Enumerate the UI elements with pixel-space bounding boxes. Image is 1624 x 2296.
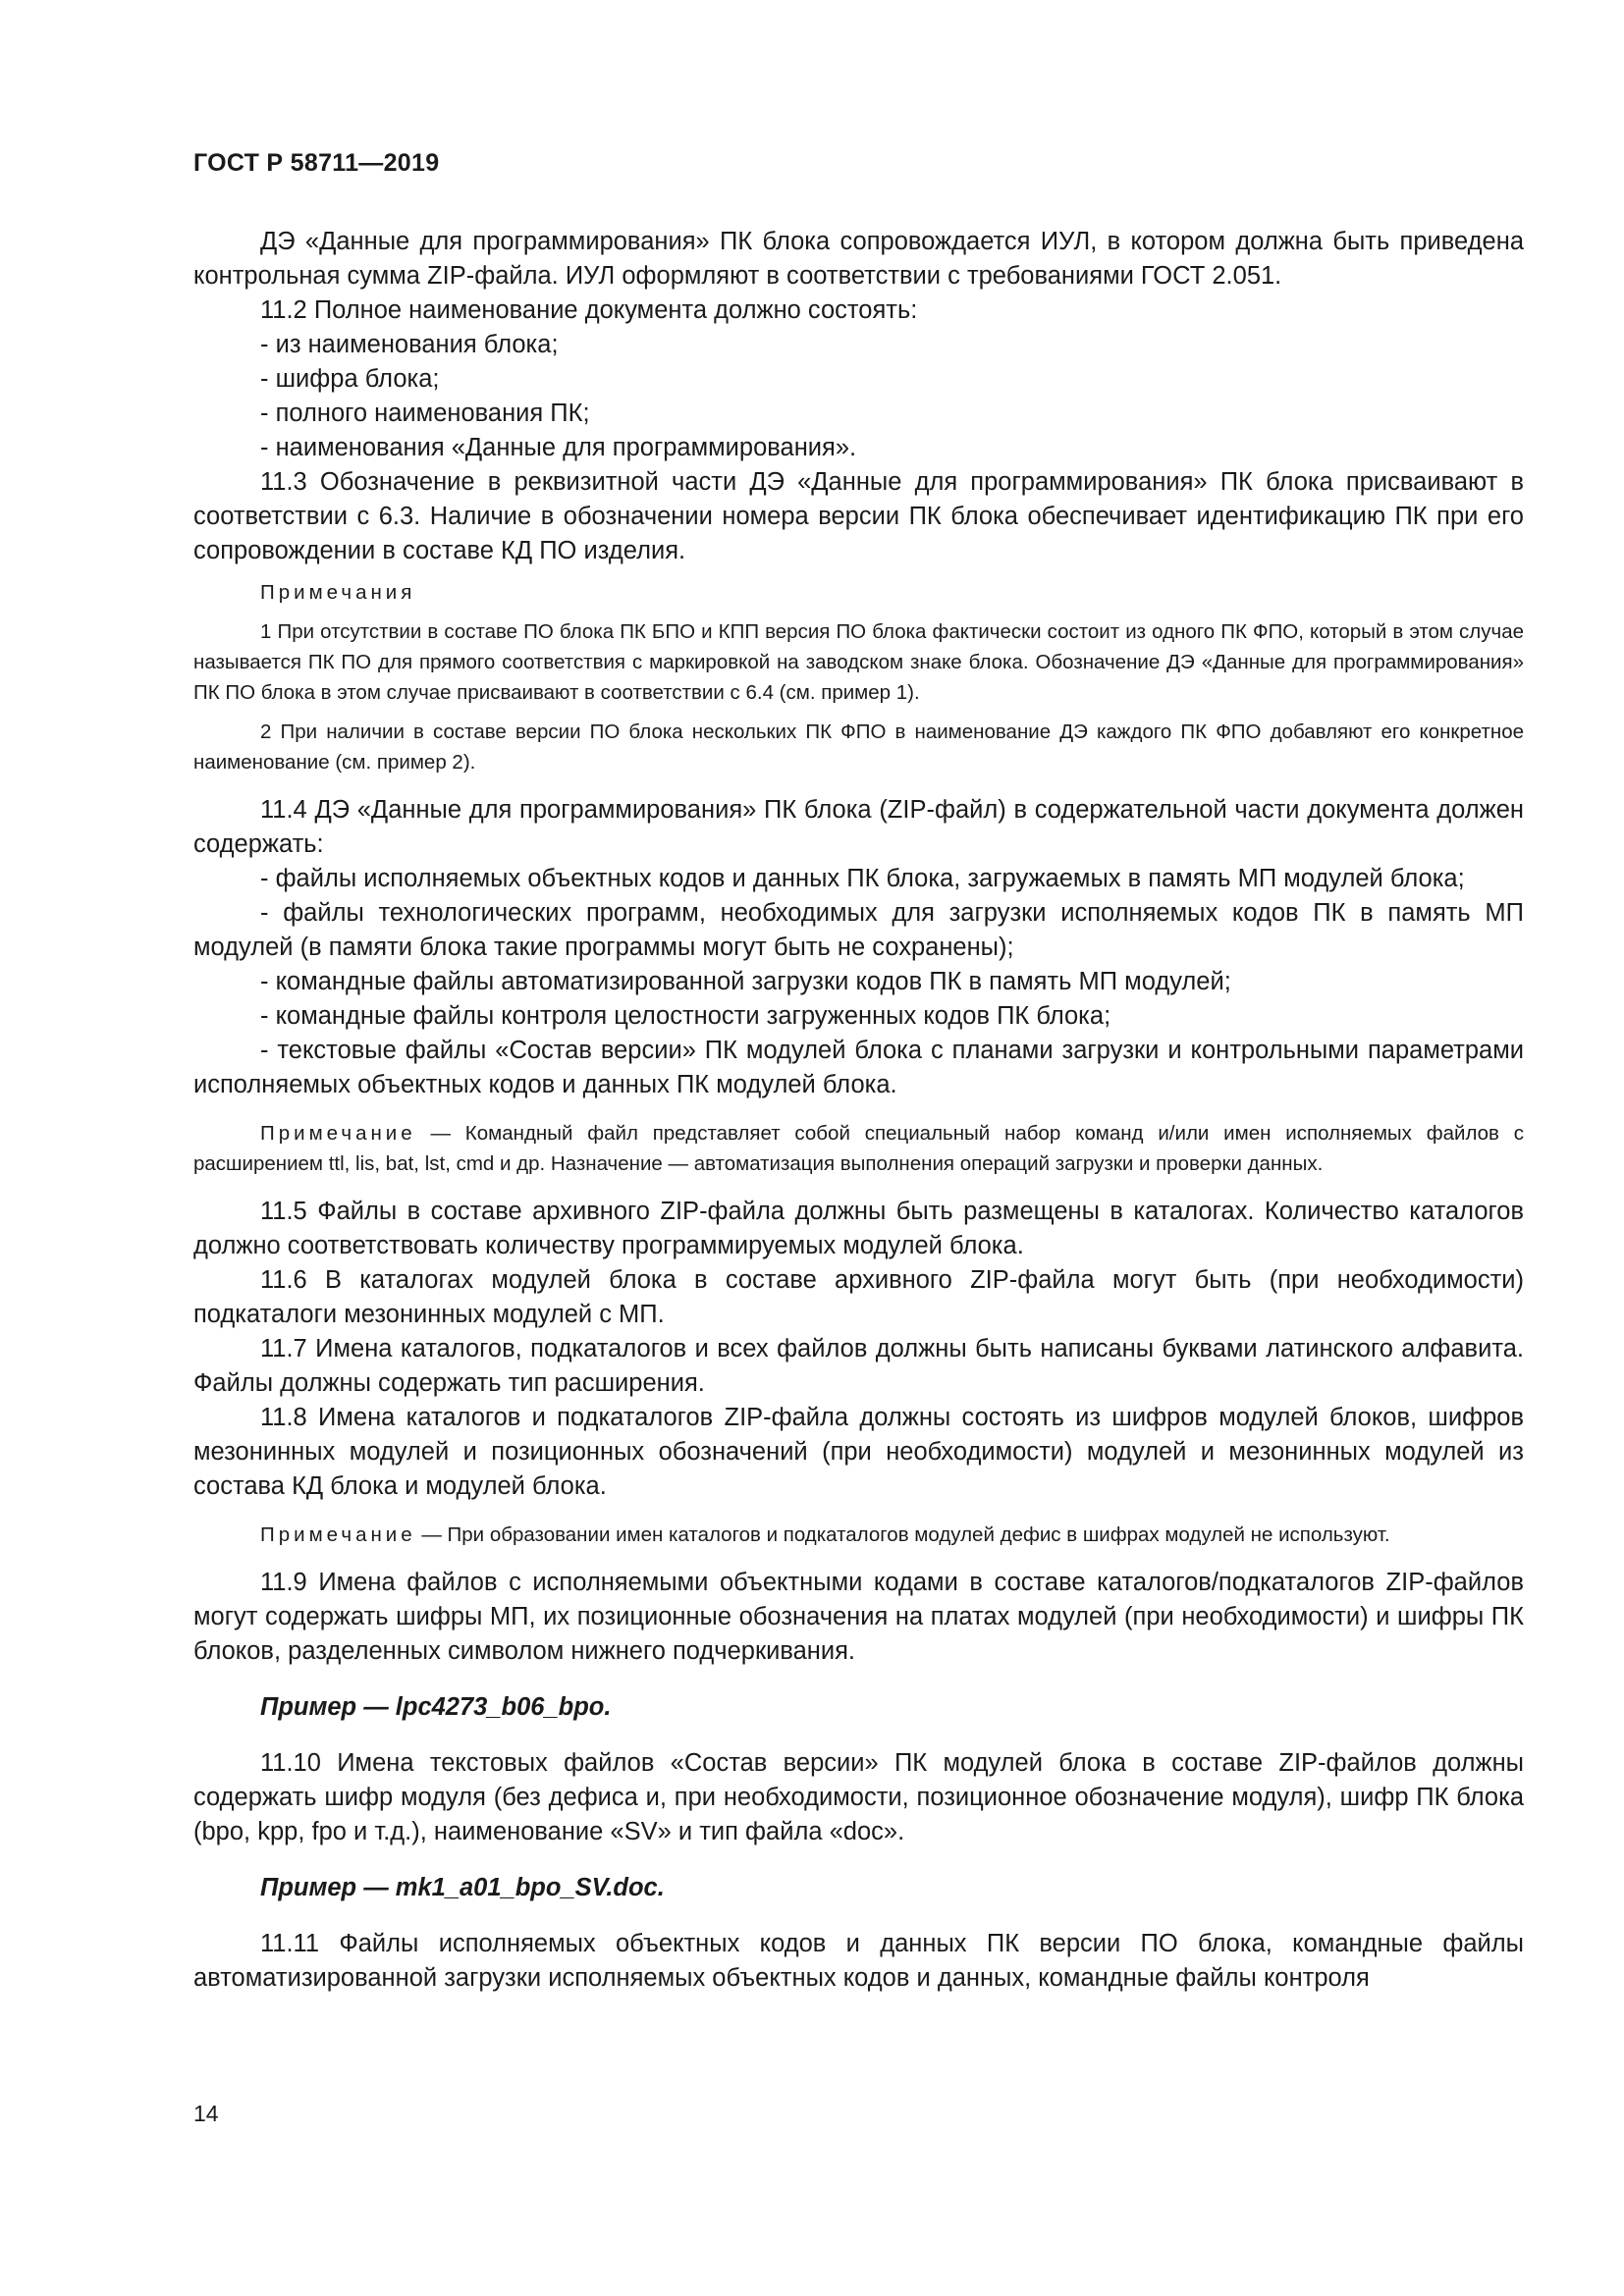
note-text: — При образовании имен каталогов и подкаталогов модулей дефис в шифрах модулей не используют. <box>415 1523 1390 1546</box>
section-11-11: 11.11 Файлы исполняемых объектных кодов и данных ПК версии ПО блока, командные файлы автоматизированной загрузки исполняемых объектных кодов и данных, командные файлы контроля <box>193 1930 1524 1992</box>
section-11-7: 11.7 Имена каталогов, подкаталогов и всех файлов должны быть написаны буквами латинского алфавита. Файлы должны содержать тип расширения. <box>193 1335 1524 1397</box>
example-1: Пример — lpc4273_b06_bpo. <box>260 1693 612 1721</box>
list-item: - шифра блока; <box>260 365 440 393</box>
note-1: 1 При отсутствии в составе ПО блока ПК БПО и КПП версия ПО блока фактически состоит из одного ПК ФПО, который в этом случае называется ПК ПО для прямого соответствия с маркировкой на заводском знаке блока. Обозначение ДЭ «Данные для программирования» ПК ПО блока в этом случае присваивают в соответствии с 6.4 (см. пример 1). <box>193 620 1524 704</box>
document-body <box>193 225 1524 1996</box>
list-item: - файлы технологических программ, необходимых для загрузки исполняемых кодов ПК в память МП модулей (в памяти блока такие программы могут быть не сохранены); <box>193 899 1524 961</box>
note-2: 2 При наличии в составе версии ПО блока нескольких ПК ФПО в наименование ДЭ каждого ПК ФПО добавляют его конкретное наименование (см. пример 2). <box>193 721 1524 774</box>
example-2: Пример — mk1_a01_bpo_SV.doc. <box>260 1874 665 1901</box>
section-11-2: 11.2 Полное наименование документа должно состоять: <box>260 296 918 324</box>
note-directory-names <box>193 1520 1524 1550</box>
note-label: Примечание <box>260 1523 416 1546</box>
section-11-5: 11.5 Файлы в составе архивного ZIP-файла должны быть размещены в каталогах. Количество каталогов должно соответствовать количеству программируемых модулей блока. <box>193 1198 1524 1259</box>
note-text: — Командный файл представляет собой специальный набор команд и/или имен исполняемых файлов с расширением ttl, lis, bat, lst, cmd и др. Назначение — автоматизация выполнения операций загрузки и проверки данных. <box>193 1122 1524 1175</box>
section-11-3: 11.3 Обозначение в реквизитной части ДЭ «Данные для программирования» ПК блока присваивают в соответствии с 6.3. Наличие в обозначении номера версии ПК блока обеспечивает идентификацию ПК при его сопровождении в составе КД ПО изделия. <box>193 468 1524 564</box>
section-11-10: 11.10 Имена текстовых файлов «Состав версии» ПК модулей блока в составе ZIP-файлов должны содержать шифр модуля (без дефиса и, при необходимости, позиционное обозначение модуля), шифр ПК блока (bpo, kpp, fpo и т.д.), наименование «SV» и тип файла «doc». <box>193 1749 1524 1845</box>
section-11-4: 11.4 ДЭ «Данные для программирования» ПК блока (ZIP-файл) в содержательной части документа должен содержать: <box>193 796 1524 858</box>
section-11-6: 11.6 В каталогах модулей блока в составе архивного ZIP-файла могут быть (при необходимости) подкаталоги мезонинных модулей с МП. <box>193 1266 1524 1328</box>
list-item: - командные файлы контроля целостности загруженных кодов ПК блока; <box>260 1002 1111 1030</box>
document-header: ГОСТ Р 58711—2019 <box>193 149 440 177</box>
note-label: Примечание <box>260 1122 416 1145</box>
section-11-9: 11.9 Имена файлов с исполняемыми объектными кодами в составе каталогов/подкаталогов ZIP-файлов могут содержать шифры МП, их позиционные обозначения на платах модулей (при необходимости) и шифры ПК блоков, разделенных символом нижнего подчеркивания. <box>193 1569 1524 1665</box>
list-item: - командные файлы автоматизированной загрузки кодов ПК в память МП модулей; <box>260 968 1231 995</box>
list-item: - полного наименования ПК; <box>260 400 590 427</box>
list-item: - файлы исполняемых объектных кодов и данных ПК блока, загружаемых в память МП модулей блока; <box>260 865 1465 892</box>
note-command-file <box>193 1118 1524 1179</box>
list-item: - из наименования блока; <box>260 331 559 358</box>
list-item: - наименования «Данные для программирования». <box>260 434 857 461</box>
paragraph-intro: ДЭ «Данные для программирования» ПК блока сопровождается ИУЛ, в котором должна быть приведена контрольная сумма ZIP-файла. ИУЛ оформляют в соответствии с требованиями ГОСТ 2.051. <box>193 228 1524 290</box>
notes-heading: Примечания <box>260 581 416 604</box>
list-item: - текстовые файлы «Состав версии» ПК модулей блока с планами загрузки и контрольными параметрами исполняемых объектных кодов и данных ПК модулей блока. <box>193 1037 1524 1098</box>
page-number: 14 <box>193 2101 219 2126</box>
section-11-8: 11.8 Имена каталогов и подкаталогов ZIP-файла должны состоять из шифров модулей блоков, шифров мезонинных модулей и позиционных обозначений (при необходимости) модулей и мезонинных модулей из состава КД блока и модулей блока. <box>193 1404 1524 1500</box>
